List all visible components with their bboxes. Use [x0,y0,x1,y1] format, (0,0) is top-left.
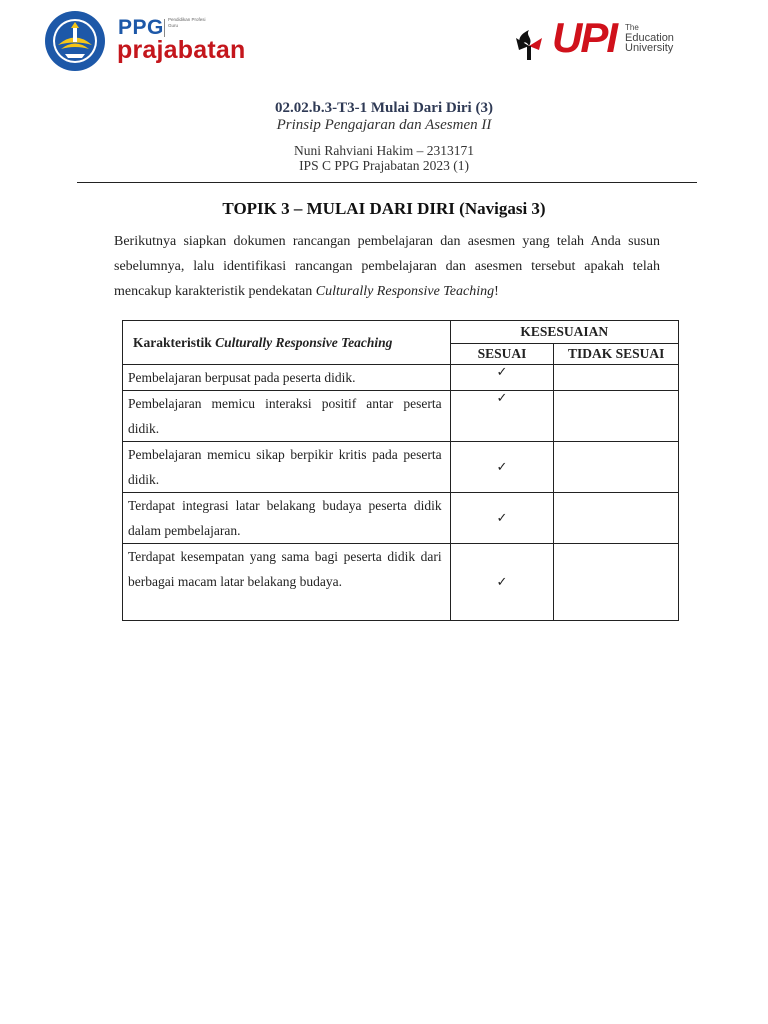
prajabatan-wordmark: prajabatan [117,36,246,64]
table-row [123,391,679,442]
row-characteristic: Pembelajaran berpusat pada peserta didik. [123,365,451,391]
upi-wordmark: UPI [552,14,617,61]
logo-divider [164,19,165,37]
column-header-characteristic: Karakteristik Culturally Responsive Teaching [123,321,451,365]
column-header-tidak-sesuai: TIDAK SESUAI [554,344,679,365]
check-icon: ✓ [450,442,554,493]
upi-tagline: The Education University [625,23,674,54]
tidak-sesuai-cell [554,442,679,493]
tidak-sesuai-cell [554,493,679,544]
class-line: IPS C PPG Prajabatan 2023 (1) [299,158,469,173]
upi-flame-icon [512,28,546,62]
table-row [123,544,679,621]
row-characteristic: Terdapat integrasi latar belakang budaya peserta didik dalam pembelajaran. [123,493,451,544]
table-row [123,493,679,544]
check-icon: ✓ [450,365,554,391]
row-characteristic: Terdapat kesempatan yang sama bagi peserta didik dari berbagai macam latar belakang budaya. [123,544,451,621]
document-code: 02.02.b.3-T3-1 Mulai Dari Diri (3) [275,100,493,116]
tidak-sesuai-cell [554,391,679,442]
ppg-subtitle: Pendidikan Profesi Guru [168,17,206,28]
column-header-kesesuaian: KESESUAIAN [450,321,678,344]
check-icon: ✓ [450,391,554,442]
author-line: Nuni Rahviani Hakim – 2313171 [294,143,474,158]
intro-emphasis: Culturally Responsive Teaching [315,284,495,299]
upi-logo [512,14,692,72]
tut-wuri-handayani-emblem [44,10,106,72]
table-row [123,442,679,493]
course-subtitle: Prinsip Pengajaran dan Asesmen II [276,117,492,133]
tidak-sesuai-cell [554,365,679,391]
row-characteristic: Pembelajaran memicu sikap berpikir kritis pada peserta didik. [123,442,451,493]
tidak-sesuai-cell [554,544,679,621]
check-icon: ✓ [450,493,554,544]
intro-paragraph: Berikutnya siapkan dokumen rancangan pembelajaran dan asesmen yang telah Anda susun sebelumnya, lalu identifikasi rancangan pembelajaran dan asesmen tersebut apakah telah mencakup karakteristik pendekatan Culturally Responsive Teaching! [114,234,660,299]
header-divider [77,182,697,183]
ppg-prajabatan-logo [44,10,254,72]
crt-characteristics-table [122,320,679,621]
check-icon: ✓ [450,544,554,621]
topic-title: TOPIK 3 – MULAI DARI DIRI (Navigasi 3) [222,199,546,218]
row-characteristic: Pembelajaran memicu interaksi positif antar peserta didik. [123,391,451,442]
table-row [123,365,679,391]
ppg-wordmark: PPG [118,16,164,39]
column-header-sesuai: SESUAI [450,344,554,365]
